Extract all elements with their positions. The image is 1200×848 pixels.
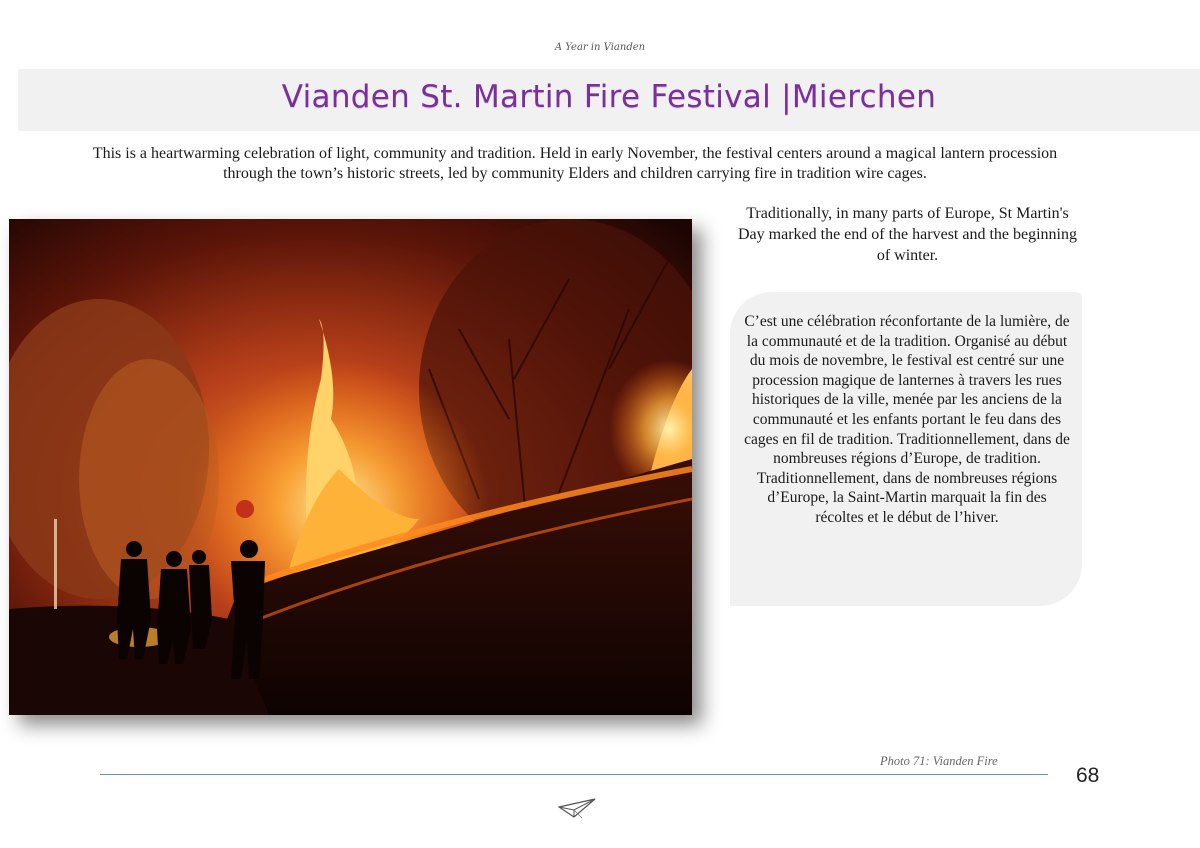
- paper-plane-icon: [558, 795, 596, 826]
- footer-divider: [100, 774, 1048, 775]
- fire-photo-illustration: [9, 219, 692, 715]
- running-head: A Year in Vianden: [554, 42, 646, 53]
- side-paragraph: Traditionally, in many parts of Europe, St Martin's Day marked the end of the harvest and the beginning of winter.: [738, 205, 1077, 264]
- photo-caption: Photo 71: Vianden Fire: [880, 754, 998, 768]
- page-title: Vianden St. Martin Fire Festival |Mierchen: [281, 79, 937, 115]
- title-band: [18, 69, 1200, 131]
- fire-photo: [9, 219, 692, 715]
- page-number: 68: [1076, 764, 1100, 787]
- intro-paragraph: This is a heartwarming celebration of light, community and tradition. Held in early November, the festival centers around a magical lantern procession through the town’s historic streets, led by community Elders and children carrying fire in tradition wire cages.: [92, 145, 1058, 182]
- french-paragraph: C’est une célébration réconfortante de la lumière, de la communauté et de la tradition. Organisé au début du mois de novembre, le festival est centré sur une procession magique de lanternes à travers les rues historiques de la ville, menée par les anciens de la communauté et les enfants portant le feu dans des cages en fil de tradition. Traditionnellement, dans de nombreuses régions d’Europe, de tradition. Traditionnellement, dans de nombreuses régions d’Europe, la Saint-Martin marquait la fin des récoltes et le début de l’hiver.: [744, 313, 1070, 526]
- french-text-box: [730, 292, 1082, 606]
